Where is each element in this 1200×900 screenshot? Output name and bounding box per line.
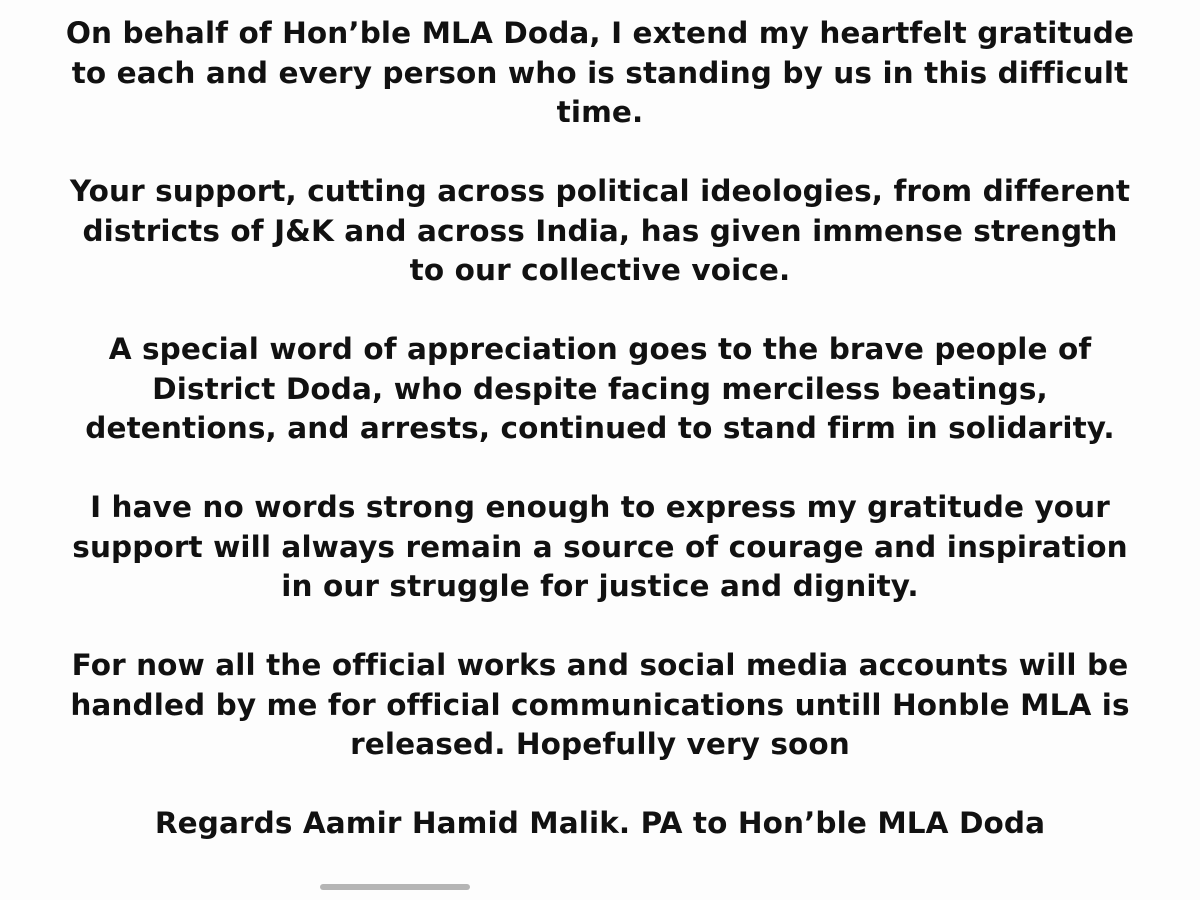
note-body: [30, 14, 1170, 844]
paragraph-appreciation: A special word of appreciation goes to the brave people of District Doda, who despite facing merciless beatings, detentions, and arrests, continued to stand firm in solidarity.: [85, 332, 1115, 445]
paragraph-gratitude: On behalf of Hon’ble MLA Doda, I extend my heartfelt gratitude to each and every person who is standing by us in this difficult time.: [65, 16, 1135, 129]
paragraph-support: Your support, cutting across political ideologies, from different districts of J&K and across India, has given immense strength to our collective voice.: [69, 174, 1131, 287]
home-indicator[interactable]: [320, 884, 470, 890]
paragraph-official-works: For now all the official works and social media accounts will be handled by me for official communications untill Honble MLA is released. Hopefully very soon: [70, 648, 1130, 761]
signature-line: Regards Aamir Hamid Malik. PA to Hon’ble MLA Doda: [154, 806, 1046, 840]
paragraph-no-words: I have no words strong enough to express my gratitude your support will always remain a source of courage and inspiration in our struggle for justice and dignity.: [72, 490, 1128, 603]
